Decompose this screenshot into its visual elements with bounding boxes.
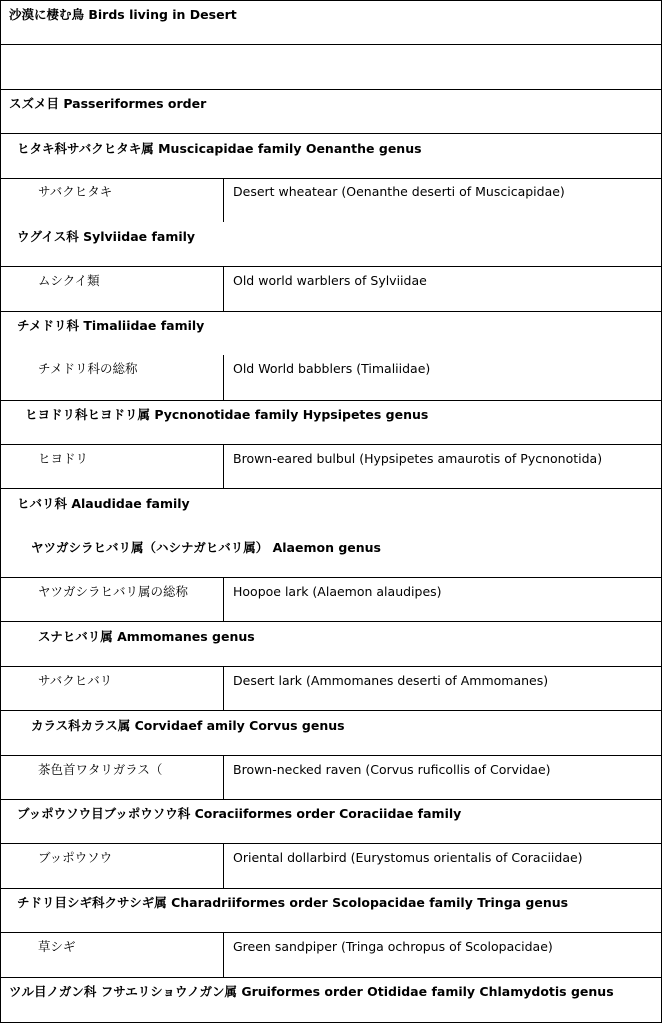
species-jp: サバクヒタキ	[38, 184, 113, 199]
species-en: Brown-necked raven (Corvus ruficollis of Corvidae)	[233, 762, 551, 777]
row-divider	[0, 89, 662, 90]
row-divider	[0, 932, 662, 933]
species-en: Brown-eared bulbul (Hypsipetes amaurotis of Pycnonotida)	[233, 451, 603, 466]
row-divider	[0, 400, 662, 401]
species-jp: サバクヒバリ	[38, 673, 113, 688]
column-divider	[223, 266, 224, 311]
species-en: Oriental dollarbird (Eurystomus orientalis of Coraciidae)	[233, 850, 583, 865]
family-heading: ヒバリ科 Alaudidae family	[17, 496, 190, 511]
column-divider	[223, 355, 224, 400]
row-divider	[0, 266, 662, 267]
row-divider	[0, 0, 662, 1]
row-divider	[0, 577, 662, 578]
row-divider	[0, 311, 662, 312]
species-jp: ヤツガシラヒバリ属の総称	[38, 584, 189, 599]
species-jp: ヒヨドリ	[38, 451, 89, 466]
family-heading: カラス科カラス属 Corvidaef amily Corvus genus	[31, 718, 345, 733]
order-heading: ブッポウソウ目ブッポウソウ科 Coraciiformes order Coraciidae family	[17, 806, 462, 821]
family-heading: ヒタキ科サバクヒタキ属 Muscicapidae family Oenanthe genus	[17, 141, 422, 156]
row-divider	[0, 755, 662, 756]
column-divider	[223, 932, 224, 977]
row-divider	[0, 488, 662, 489]
genus-heading: ヤツガシラヒバリ属（ハシナガヒバリ属） Alaemon genus	[31, 540, 382, 555]
order-heading: スズメ目 Passeriformes order	[9, 96, 207, 111]
species-en: Old World babblers (Timaliidae)	[233, 361, 431, 376]
species-en: Desert wheatear (Oenanthe deserti of Muscicapidae)	[233, 184, 565, 199]
species-jp: ムシクイ類	[38, 273, 100, 288]
row-divider	[0, 178, 662, 179]
genus-heading: スナヒバリ属 Ammomanes genus	[38, 629, 255, 644]
species-en: Old world warblers of Sylviidae	[233, 273, 427, 288]
row-divider	[0, 666, 662, 667]
species-jp: ブッポウソウ	[38, 850, 113, 865]
row-divider	[0, 444, 662, 445]
column-divider	[223, 666, 224, 710]
column-divider	[223, 444, 224, 488]
species-jp: 茶色首ワタリガラス（	[38, 762, 163, 777]
species-jp: チメドリ科の総称	[38, 361, 138, 376]
table-border-left	[0, 0, 1, 1023]
species-en: Green sandpiper (Tringa ochropus of Scolopacidae)	[233, 939, 553, 954]
species-en: Hoopoe lark (Alaemon alaudipes)	[233, 584, 442, 599]
family-heading: チメドリ科 Timaliidae family	[17, 318, 205, 333]
column-divider	[223, 577, 224, 621]
row-divider	[0, 44, 662, 45]
row-divider	[0, 710, 662, 711]
page-title: 沙漠に棲む鳥 Birds living in Desert	[9, 7, 237, 22]
family-heading: ヒヨドリ科ヒヨドリ属 Pycnonotidae family Hypsipetes genus	[25, 407, 429, 422]
column-divider	[223, 178, 224, 222]
row-divider	[0, 799, 662, 800]
family-heading: ウグイス科 Sylviidae family	[17, 229, 196, 244]
column-divider	[223, 755, 224, 799]
row-divider	[0, 621, 662, 622]
row-divider	[0, 977, 662, 978]
species-jp: 草シギ	[38, 939, 76, 954]
order-heading: チドリ目シギ科クサシギ属 Charadriiformes order Scolopacidae family Tringa genus	[17, 895, 569, 910]
row-divider	[0, 888, 662, 889]
row-divider	[0, 843, 662, 844]
order-heading: ツル目ノガン科 フサエリショウノガン属 Gruiformes order Otididae family Chlamydotis genus	[9, 984, 614, 999]
row-divider	[0, 133, 662, 134]
column-divider	[223, 843, 224, 888]
species-en: Desert lark (Ammomanes deserti of Ammomanes)	[233, 673, 549, 688]
